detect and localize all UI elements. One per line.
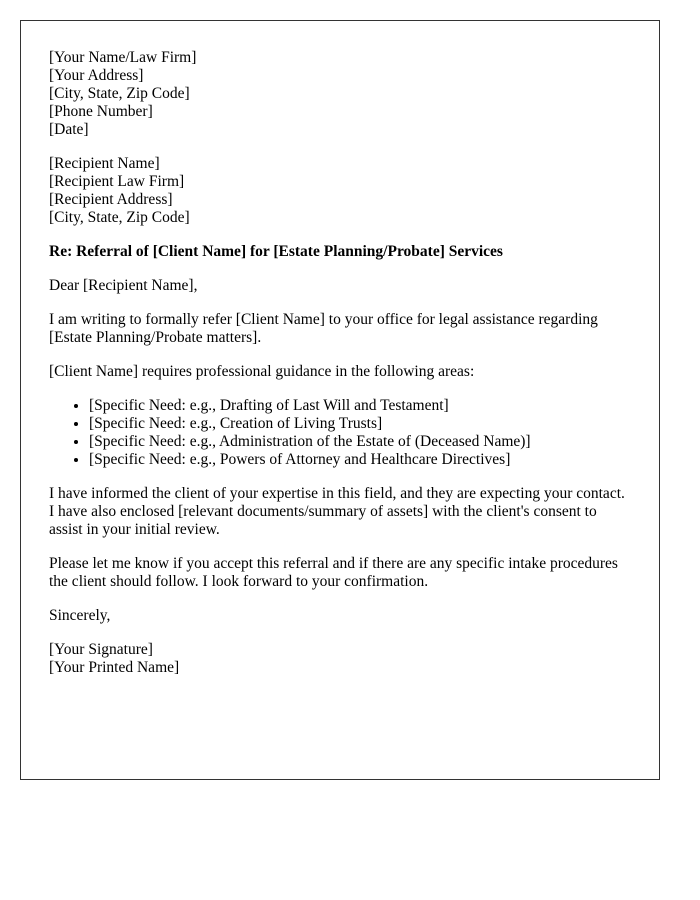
sender-block	[49, 49, 631, 139]
letter-date: [Date]	[49, 121, 89, 138]
recipient-name: [Recipient Name]	[49, 155, 160, 172]
signature-block	[49, 641, 631, 677]
intro-paragraph: I am writing to formally refer [Client Name] to your office for legal assistance regarding [Estate Planning/Probate matters].	[49, 311, 598, 346]
sender-name: [Your Name/Law Firm]	[49, 49, 197, 66]
needs-list	[49, 397, 631, 469]
salutation: Dear [Recipient Name],	[49, 277, 198, 294]
recipient-address: [Recipient Address]	[49, 191, 173, 208]
sender-address: [Your Address]	[49, 67, 144, 84]
subject-line: Re: Referral of [Client Name] for [Estate Planning/Probate] Services	[49, 243, 503, 260]
needs-intro-paragraph: [Client Name] requires professional guidance in the following areas:	[49, 363, 475, 380]
valediction: Sincerely,	[49, 607, 111, 624]
signature: [Your Signature]	[49, 641, 153, 658]
needs-list-item: • [Specific Need: e.g., Administration of the Estate of (Deceased Name)]	[89, 433, 631, 451]
recipient-firm: [Recipient Law Firm]	[49, 173, 185, 190]
needs-list-item: • [Specific Need: e.g., Drafting of Last Will and Testament]	[89, 397, 631, 415]
informed-paragraph: I have informed the client of your expertise in this field, and they are expecting your contact. I have also enclosed [relevant documents/summary of assets] with the client's consent to assist in your initial review.	[49, 485, 625, 538]
closing-request-paragraph: Please let me know if you accept this referral and if there are any specific intake procedures the client should follow. I look forward to your confirmation.	[49, 555, 618, 590]
recipient-block	[49, 155, 631, 227]
letter-document	[20, 20, 660, 780]
printed-name: [Your Printed Name]	[49, 659, 180, 676]
sender-city-state-zip: [City, State, Zip Code]	[49, 85, 190, 102]
recipient-city-state-zip: [City, State, Zip Code]	[49, 209, 190, 226]
needs-list-item: • [Specific Need: e.g., Creation of Living Trusts]	[89, 415, 631, 433]
needs-list-item: • [Specific Need: e.g., Powers of Attorney and Healthcare Directives]	[89, 451, 631, 469]
sender-phone: [Phone Number]	[49, 103, 153, 120]
